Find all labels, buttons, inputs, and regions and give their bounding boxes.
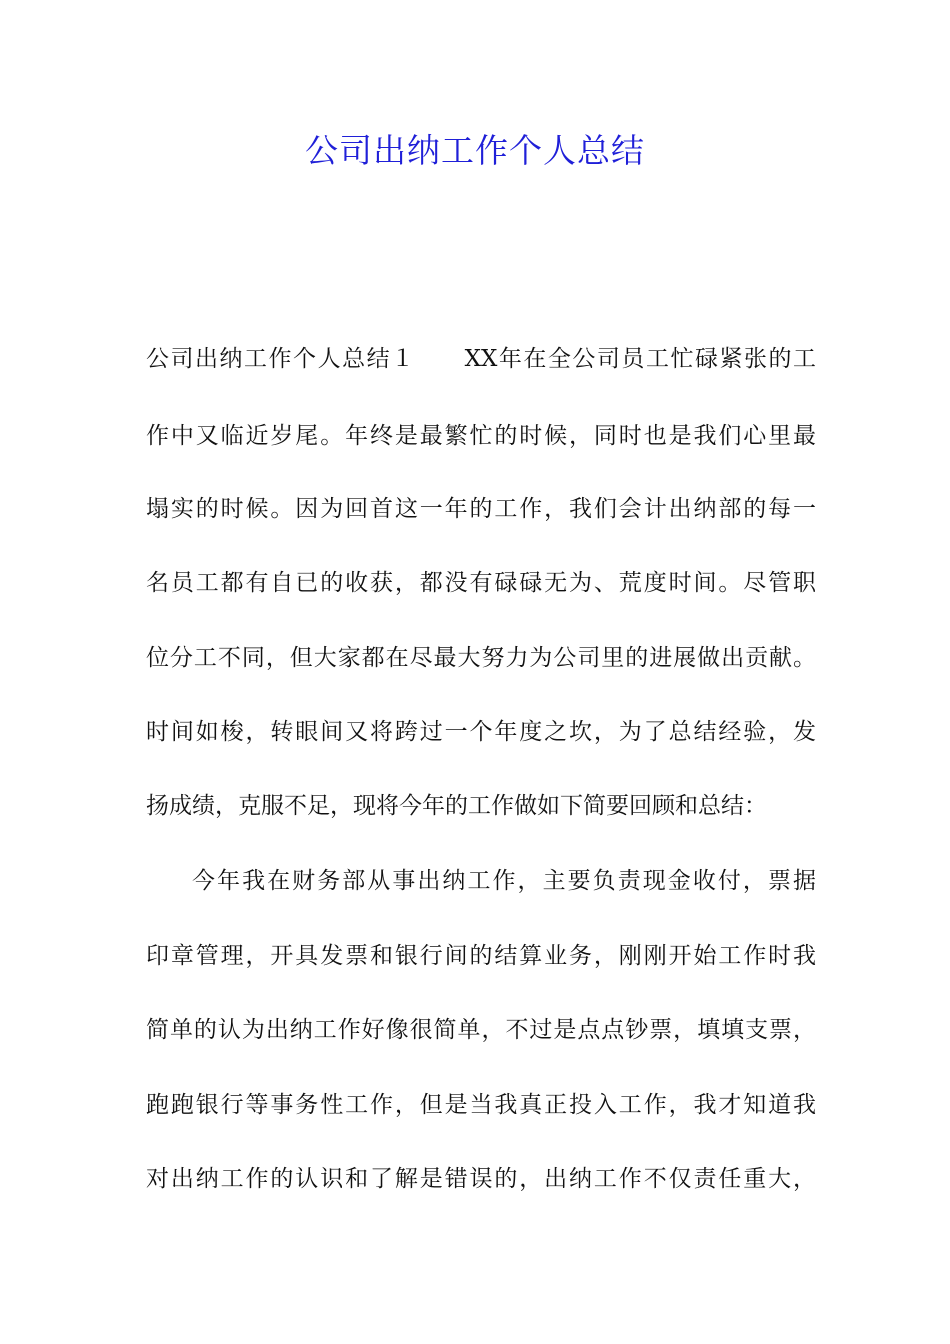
paragraph-first-line: 今年我在财务部从事出纳工作，主要负责现金收付，票据 bbox=[192, 868, 816, 894]
body-line: 名员工都有自已的收获，都没有碌碌无为、荒度时间。尽管职 bbox=[146, 570, 816, 596]
body-line: 公司出纳工作个人总结１ XX年在全公司员工忙碌紧张的工 bbox=[146, 346, 816, 372]
body-line: 简单的认为出纳工作好像很简单，不过是点点钞票，填填支票， bbox=[146, 1017, 816, 1043]
body-line: 时间如梭，转眼间又将跨过一个年度之坎，为了总结经验，发 bbox=[146, 719, 816, 745]
body-line: 塌实的时候。因为回首这一年的工作，我们会计出纳部的每一 bbox=[146, 496, 816, 522]
body-line: 扬成绩，克服不足，现将今年的工作做如下简要回顾和总结： bbox=[146, 793, 767, 819]
document-title: 公司出纳工作个人总结 bbox=[305, 131, 645, 170]
body-line: 作中又临近岁尾。年终是最繁忙的时候，同时也是我们心里最 bbox=[146, 423, 816, 449]
body-line: 对出纳工作的认识和了解是错误的，出纳工作不仅责任重大， bbox=[146, 1166, 816, 1192]
body-line: 跑跑银行等事务性工作，但是当我真正投入工作，我才知道我 bbox=[146, 1092, 816, 1118]
body-line: 位分工不同，但大家都在尽最大努力为公司里的进展做出贡献。 bbox=[146, 645, 816, 671]
body-line: 印章管理，开具发票和银行间的结算业务，刚刚开始工作时我 bbox=[146, 943, 816, 969]
